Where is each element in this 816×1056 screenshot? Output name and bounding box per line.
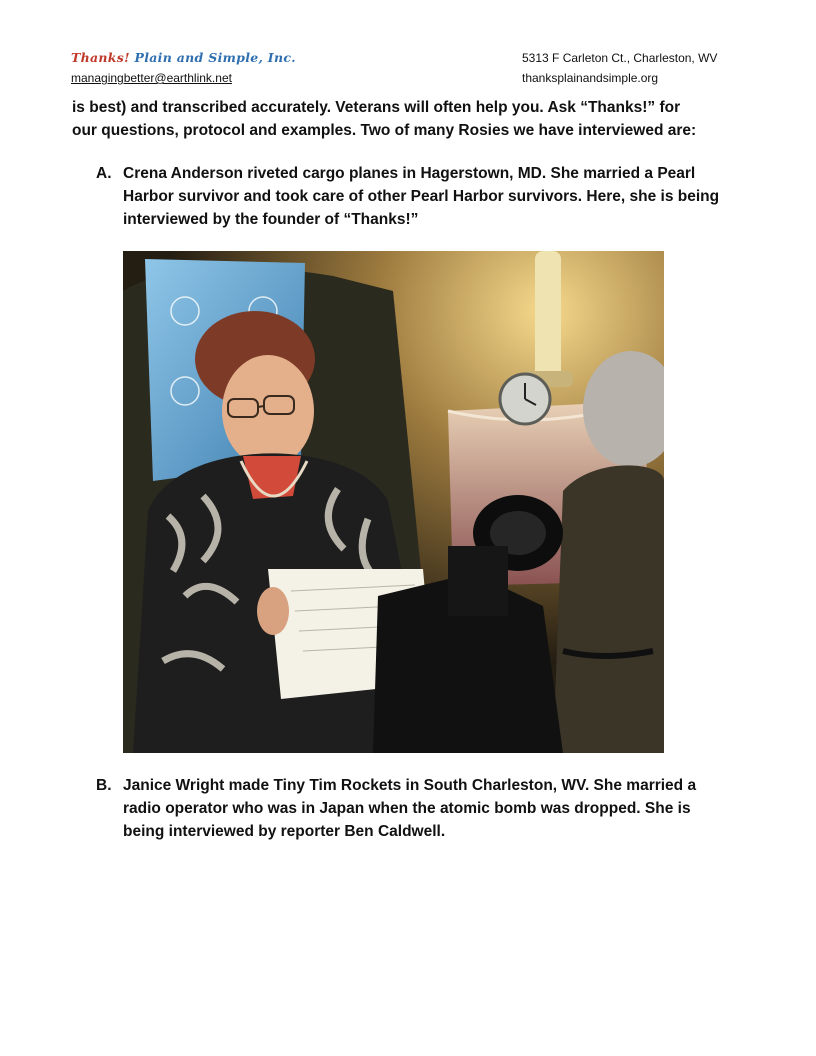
intro-line-1: is best) and transcribed accurately. Veterans will often help you. Ask “Thanks!” for <box>72 99 681 116</box>
item-a-line-1: Crena Anderson riveted cargo planes in Hagerstown, MD. She married a Pearl <box>123 165 696 182</box>
organization-name-thanks: Thanks! <box>71 50 130 65</box>
item-b-line-3: being interviewed by reporter Ben Caldwell. <box>123 823 446 840</box>
item-a-line-3: interviewed by the founder of “Thanks!” <box>123 211 419 228</box>
item-a-marker: A. <box>96 165 112 182</box>
item-a-line-2: Harbor survivor and took care of other Pearl Harbor survivors. Here, she is being <box>123 188 720 205</box>
website-url: thanksplainandsimple.org <box>522 71 659 85</box>
organization-name <box>71 51 296 65</box>
interview-photo <box>123 251 664 753</box>
street-address: 5313 F Carleton Ct., Charleston, WV <box>522 51 718 65</box>
interview-photo-illustration <box>123 251 664 753</box>
item-b-line-1: Janice Wright made Tiny Tim Rockets in South Charleston, WV. She married a <box>123 777 697 794</box>
organization-name-rest: Plain and Simple, Inc. <box>134 50 296 65</box>
item-b-line-2: radio operator who was in Japan when the atomic bomb was dropped. She is <box>123 800 691 817</box>
item-b-marker: B. <box>96 777 112 794</box>
email-link[interactable]: managingbetter@earthlink.net <box>71 71 232 85</box>
intro-line-2: our questions, protocol and examples. Two of many Rosies we have interviewed are: <box>72 122 697 139</box>
